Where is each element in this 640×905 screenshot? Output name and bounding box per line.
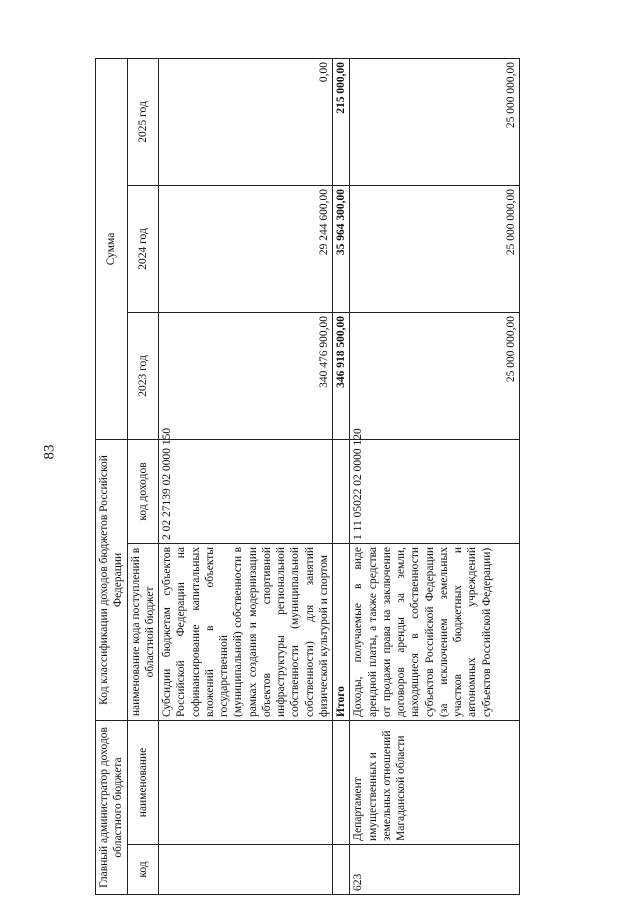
header-admin-group: Главный администратор доходов областного бюджета (96, 720, 128, 894)
row-value-2025: 25 000 000,00 (350, 58, 520, 185)
table-row (350, 58, 520, 894)
table-row (159, 58, 333, 894)
row-income-name: Субсидии бюджетам субъектов Российской Федерации на софинансирование капитальных вложений в объекты государственной (муниципальной) собственности в рамках создания и модернизации объектов спортивной инфраструктуры региональной собственности (муниципальной собственности) для занятий физической культурой и спортом (159, 543, 333, 720)
total-admin-code (333, 845, 350, 895)
header-income-code: код доходов (127, 439, 159, 543)
rotated-sheet (95, 59, 517, 895)
header-admin-name: наименование (127, 720, 159, 844)
row-value-2024: 29 244 600,00 (159, 185, 333, 312)
header-sum-group: Сумма (96, 58, 128, 439)
row-value-2025: 0,00 (159, 58, 333, 185)
row-admin-code (159, 845, 333, 895)
revenue-table (95, 58, 520, 895)
header-classification-group: Код классификации доходов бюджетов Российской Федерации (96, 439, 128, 720)
header-year-2025: 2025 год (127, 58, 159, 185)
row-value-2023: 25 000 000,00 (350, 312, 520, 439)
row-admin-name: Департамент имущественных и земельных отношений Магаданской области (350, 720, 520, 844)
row-income-code: 1 11 05022 02 0000 120 (350, 439, 520, 543)
row-admin-name (159, 720, 333, 844)
header-year-2023: 2023 год (127, 312, 159, 439)
header-income-name: наименование кода поступлений в областной бюджет (127, 543, 159, 720)
total-label: Итого (333, 543, 350, 720)
total-value-2024: 35 964 300,00 (333, 185, 350, 312)
total-code (333, 439, 350, 543)
header-row-2 (127, 58, 159, 894)
total-row (333, 58, 350, 894)
header-year-2024: 2024 год (127, 185, 159, 312)
total-value-2023: 346 918 500,00 (333, 312, 350, 439)
total-admin-name (333, 720, 350, 844)
total-value-2025: 215 000,00 (333, 58, 350, 185)
header-row-1 (96, 58, 128, 894)
row-income-name: Доходы, получаемые в виде арендной платы, а также средства от продажи права на заключение договоров аренды за земли, находящиеся в собственности субъектов Российской Федерации (за исключением земельных участков бюджетных и автономных учреждений субъектов Российской Федерации) (350, 543, 520, 720)
row-admin-code: 623 (350, 845, 520, 895)
header-admin-code: код (127, 845, 159, 895)
row-value-2024: 25 000 000,00 (350, 185, 520, 312)
revenue-table-container (95, 59, 517, 895)
row-income-code: 2 02 27139 02 0000 150 (159, 439, 333, 543)
row-value-2023: 340 476 900,00 (159, 312, 333, 439)
